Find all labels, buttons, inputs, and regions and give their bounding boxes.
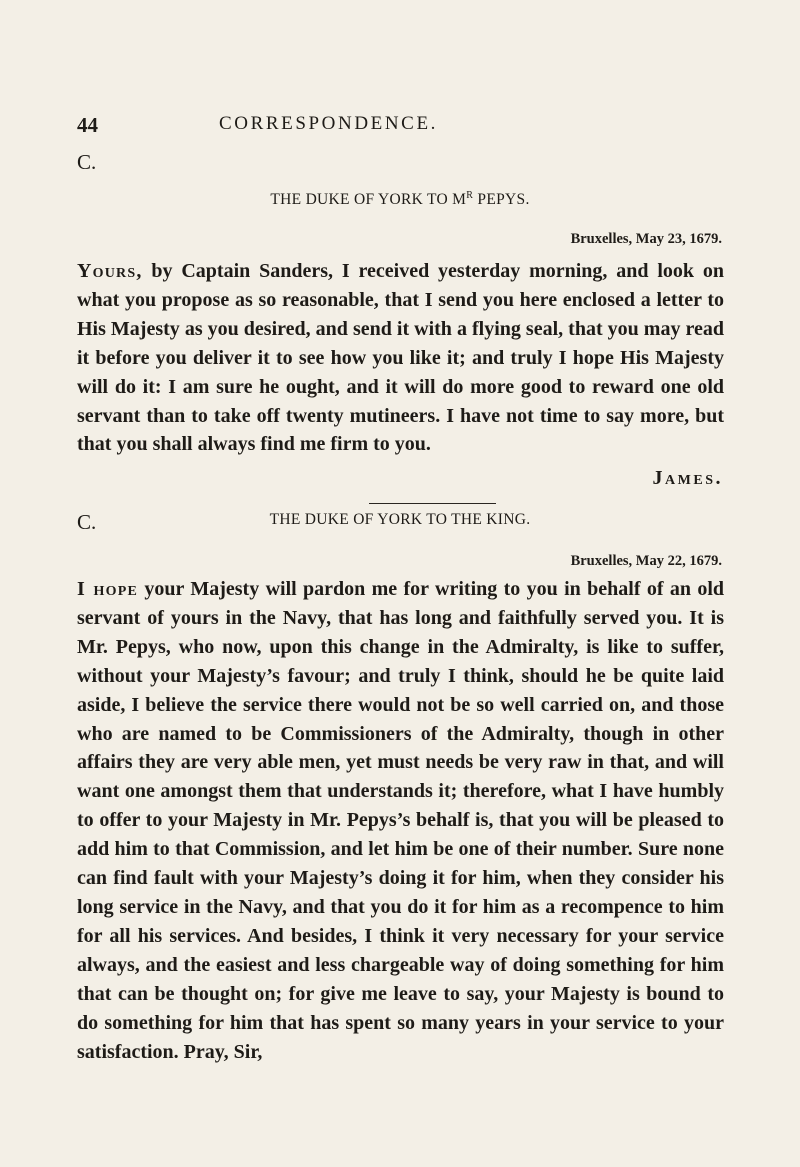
letter-2-heading: THE DUKE OF YORK TO THE KING. (269, 511, 531, 528)
letter-1-heading-text: THE DUKE OF YORK TO M (270, 191, 467, 208)
letter-1-signature: James. (652, 467, 723, 489)
letter-2-paragraph (77, 575, 724, 1066)
letter-2-label: C. (77, 510, 97, 534)
letter-1-opening: Yours, (77, 260, 143, 282)
letter-1-heading (0, 190, 800, 209)
running-title: CORRESPONDENCE. (219, 113, 438, 134)
letter-1-dateline: Bruxelles, May 23, 1679. (570, 231, 722, 247)
letter-2-text: your Majesty will pardon me for writing to you in behalf of an old servant of yours in the Navy, that has long and faithfully served you. It is Mr. Pepys, who now, upon this change in the Admiralty, is like to suffer, without your Majesty’s favour; and truly I think, should he be quite laid aside, I believe the service there would not be so well carried on, and those who are named to be Commissioners of the Admiralty, though in other affairs they are very able men, yet must needs be very raw in that, and will want one amongst them that understands it; therefore, what I have humbly to offer to your Majesty in Mr. Pepys’s behalf is, that you will be pleased to add him to that Commission, and let him be one of their number. Sure none can find fault with your Majesty’s doing it for him, when they consider his long service in the Navy, and that you do it for him as a recompence to him for all his services. And besides, I think it very necessary for your service always, and the easiest and less chargeable way of doing something for him that can be thought on; for give me leave to say, your Majesty is bound to do something for him that has spent so many years in your service to your satisfaction. Pray, Sir, (77, 578, 724, 1063)
letter-1-text: by Captain Sanders, I received yesterday morning, and look on what you propose as so reasonable, that I send you here enclosed a letter to His Majesty as you desired, and send it with a flying seal, that you may read it before you deliver it to see how you like it; and truly I hope His Majesty will do it: I am sure he ought, and it will do more good to reward one old servant than to take off twenty mutineers. I have not time to say more, but that you shall always find me firm to you. (77, 260, 724, 456)
letter-1-paragraph (77, 257, 724, 459)
letter-1-label: C. (77, 150, 97, 174)
letter-1-body (77, 257, 724, 459)
section-divider (369, 503, 496, 504)
letter-1-heading-suffix: PEPYS. (473, 191, 530, 208)
letter-2-body (77, 575, 724, 1066)
letter-1-heading-superscript: R (466, 190, 474, 201)
running-head (0, 113, 800, 143)
letter-2-dateline: Bruxelles, May 22, 1679. (570, 553, 722, 569)
letter-2-opening: I hope (77, 578, 139, 600)
page-number: 44 (77, 113, 98, 137)
